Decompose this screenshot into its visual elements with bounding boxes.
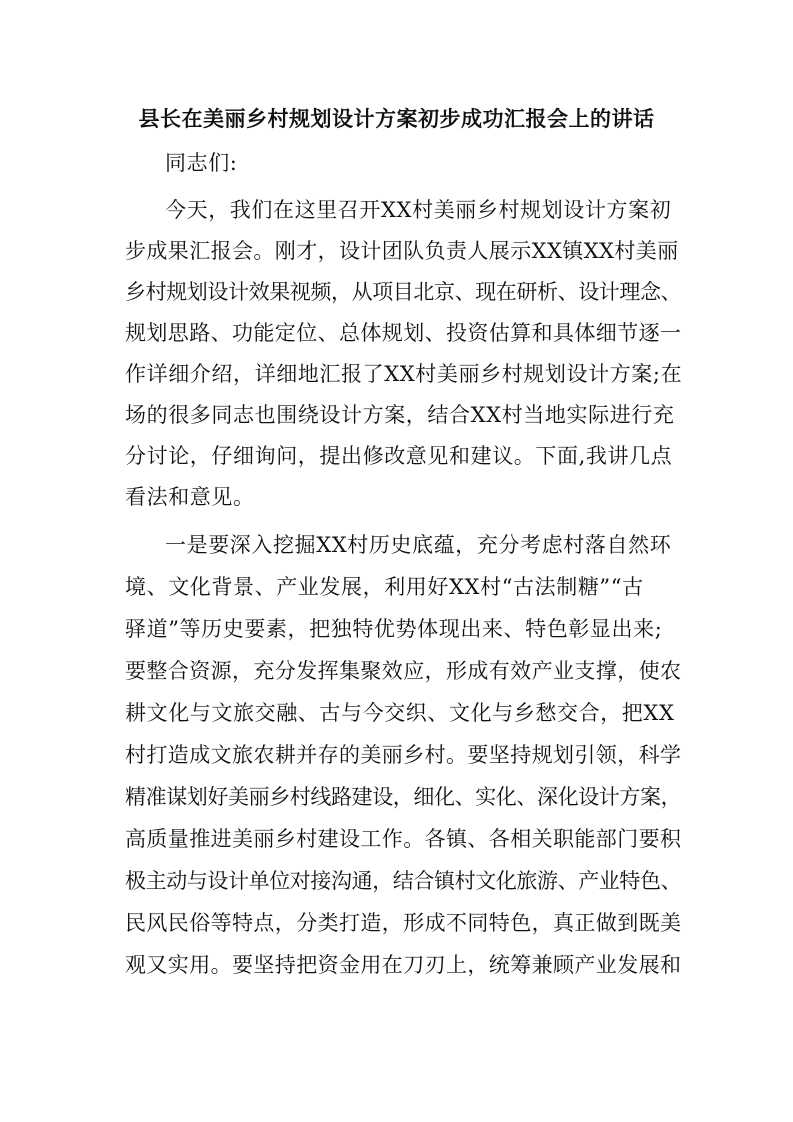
paragraph-line: 观又实用。要坚持把资金用在刀刃上，统筹兼顾产业发展和 — [125, 953, 682, 977]
paragraph-line: 看法和意见。 — [125, 485, 255, 509]
paragraph-line: 极主动与设计单位对接沟通，结合镇村文化旅游、产业特色、 — [125, 869, 682, 893]
paragraph-line: 境、文化背景、产业发展，利用好XX村“古法制糖”“古 — [125, 575, 644, 599]
paragraph-line: 驿道”等历史要素，把独特优势体现出来、特色彰显出来; — [125, 617, 663, 641]
paragraph-line: 高质量推进美丽乡村建设工作。各镇、各相关职能部门要积 — [125, 827, 682, 851]
paragraph-line: 耕文化与文旅交融、古与今交织、文化与乡愁交合，把XX — [125, 701, 675, 725]
paragraph-line: 步成果汇报会。刚才，设计团队负责人展示XX镇XX村美丽 — [125, 239, 679, 263]
paragraph-line: 乡村规划设计效果视频，从项目北京、现在研析、设计理念、 — [125, 280, 682, 304]
paragraph-line: 民风民俗等特点，分类打造，形成不同特色，真正做到既美 — [125, 911, 682, 935]
document-title: 县长在美丽乡村规划设计方案初步成功汇报会上的讲话 — [138, 106, 655, 131]
paragraph-line: 场的很多同志也围绕设计方案，结合XX村当地实际进行充 — [125, 403, 675, 427]
paragraph-line: 一是要深入挖掘XX村历史底蕴，充分考虑村落自然环 — [165, 533, 672, 557]
paragraph-line: 精准谋划好美丽乡村线路建设，细化、实化、深化设计方案， — [125, 785, 682, 809]
paragraph-line: 村打造成文旅农耕并存的美丽乡村。要坚持规划引领，科学 — [125, 743, 682, 767]
paragraph-line: 要整合资源，充分发挥集聚效应，形成有效产业支撑，使农 — [125, 659, 682, 683]
paragraph-line: 作详细介绍，详细地汇报了XX村美丽乡村规划设计方案;在 — [125, 362, 683, 386]
paragraph-line: 分讨论，仔细询问，提出修改意见和建议。下面,我讲几点 — [125, 444, 673, 468]
paragraph-line: 规划思路、功能定位、总体规划、投资估算和具体细节逐一 — [125, 321, 682, 345]
paragraph-line: 今天，我们在这里召开XX村美丽乡村规划设计方案初 — [165, 198, 672, 222]
salutation: 同志们: — [165, 151, 238, 175]
